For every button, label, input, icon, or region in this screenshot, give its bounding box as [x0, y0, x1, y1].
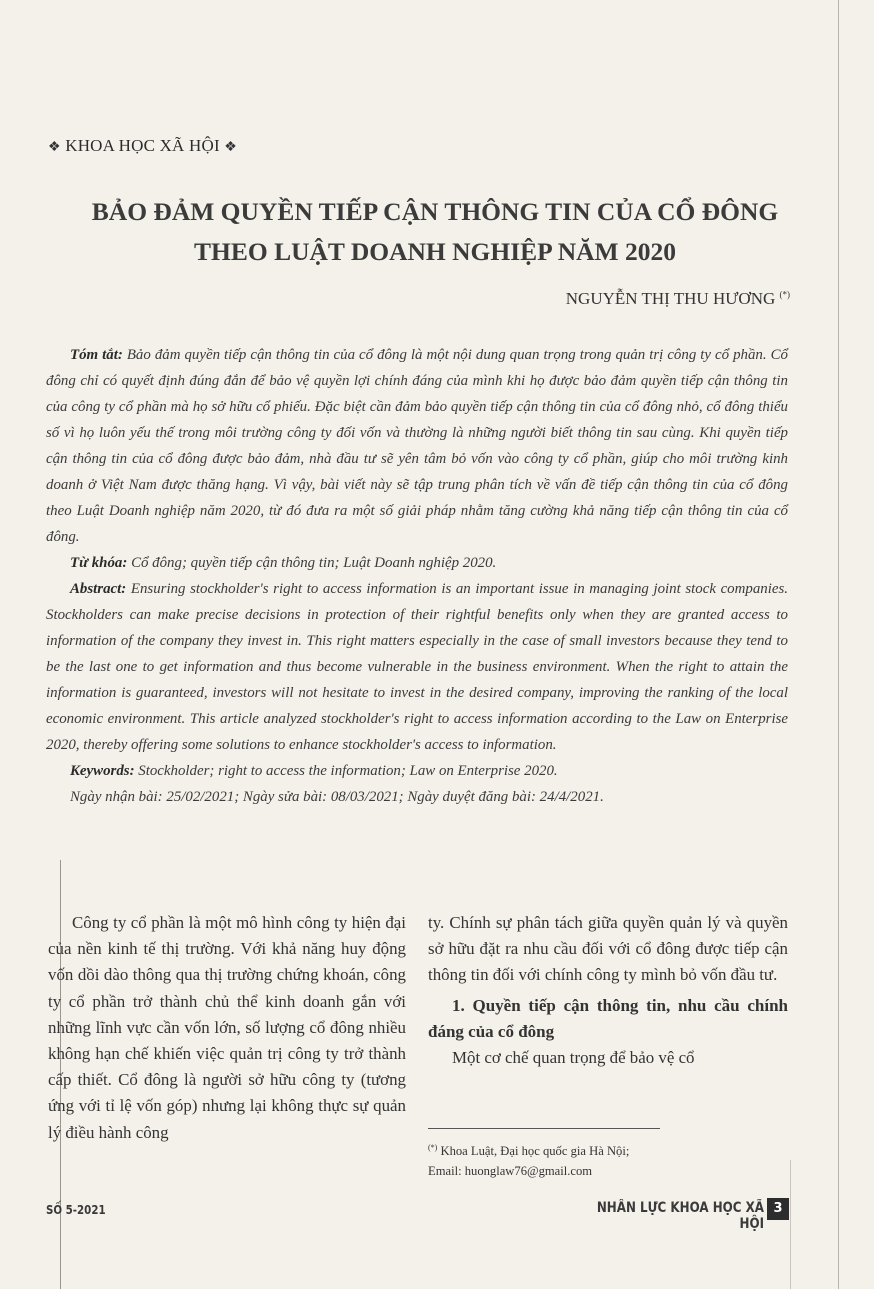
page-number: 3 [767, 1198, 789, 1220]
diamond-icon: ❖ [48, 140, 61, 155]
abstract-vi-label: Tóm tắt: [70, 347, 123, 363]
body-paragraph: ty. Chính sự phân tách giữa quyền quản lý và quyền sở hữu đặt ra nhu cầu đối với cổ đông được tiếp cận thông tin đối với chính công ty mình bỏ vốn đầu tư. [428, 913, 788, 985]
footnote [428, 1138, 788, 1181]
abstract-vi [46, 342, 788, 550]
footnote-affiliation: Khoa Luật, Đại học quốc gia Hà Nội; [440, 1144, 630, 1159]
title-line-1: BẢO ĐẢM QUYỀN TIẾP CẬN THÔNG TIN CỦA CỔ ĐÔNG [91, 197, 779, 226]
body-paragraph: Một cơ chế quan trọng để bảo vệ cổ [452, 1048, 695, 1068]
article-title [40, 192, 830, 272]
scan-edge-line-lower [790, 1160, 791, 1289]
keywords-vi-text: Cổ đông; quyền tiếp cận thông tin; Luật Doanh nghiệp 2020. [131, 555, 497, 571]
author-name: NGUYỄN THỊ THU HƯƠNG [565, 289, 776, 308]
keywords-en-text: Stockholder; right to access the information; Law on Enterprise 2020. [138, 763, 558, 779]
abstract-vi-text: Bảo đảm quyền tiếp cận thông tin của cổ đông là một nội dung quan trọng trong quản trị công ty cổ phần. Cổ đông chỉ có quyết định đúng đắn để bảo vệ quyền lợi chính đáng của mình khi họ được bảo đảm quyền tiếp cận thông tin của công ty cổ phần mà họ sở hữu cổ phiếu. Đặc biệt cần đảm bảo quyền tiếp cận thông tin của cổ đông nhỏ, cổ đông thiểu số vì họ luôn yếu thế trong môi trường công ty đối vốn và thường là những người biết thông tin sau cùng. Khi quyền tiếp cận thông tin của cổ đông được bảo đảm, nhà đầu tư sẽ yên tâm bỏ vốn vào công ty cổ phần, giúp cho môi trường kinh doanh ở Việt Nam được thăng hạng. Vì vậy, bài viết này sẽ tập trung phân tích về vấn đề tiếp cận thông tin của cổ đông theo Luật Doanh nghiệp năm 2020, từ đó đưa ra một số giải pháp nhằm tăng cường khả năng tiếp cận thông tin của cổ đông. [46, 347, 788, 545]
body-paragraph: Công ty cổ phần là một mô hình công ty hiện đại của nền kinh tế thị trường. Với khả năng huy động vốn dồi dào thông qua thị trường chứng khoán, công ty cổ phần trở thành chủ thể kinh doanh gắn với những lĩnh vực cần vốn lớn, số lượng cổ đông nhiều không hạn chế khiến việc quản trị công ty trở thành cấp thiết. Cổ đông là người sở hữu công ty (tương ứng với tỉ lệ vốn góp) nhưng lại không thực sự quản lý điều hành công [48, 913, 406, 1142]
section-label [48, 136, 237, 156]
keywords-vi-label: Từ khóa: [70, 555, 128, 571]
keywords-en-label: Keywords: [70, 763, 135, 779]
footnote-email: Email: huonglaw76@gmail.com [428, 1164, 593, 1179]
footnote-line-1 [428, 1138, 788, 1161]
section-label-text: KHOA HỌC XÃ HỘI [65, 136, 220, 155]
issue-number: SỐ 5-2021 [46, 1202, 106, 1217]
diamond-icon: ❖ [224, 140, 238, 155]
title-line-2: THEO LUẬT DOANH NGHIỆP NĂM 2020 [194, 237, 676, 266]
keywords-en [46, 758, 788, 784]
abstract-block [46, 342, 788, 810]
abstract-en-text: Ensuring stockholder's right to access information is an important issue in managing joint stock companies. Stockholders can make precise decisions in protection of their rightful benefits only when they are granted access to information of the company they invest in. This right matters especially in the case of small investors because they tend to be the last one to get information and thus become vulnerable in the business environment. When the right to attain the information is guaranteed, investors will not hesitate to invest in the desired company, improving the ranking of the local economic environment. This article analyzed stockholder's right to access information according to the Law on Enterprise 2020, thereby offering some solutions to enhance stockholder's access to information. [46, 581, 788, 753]
scan-edge-line [838, 0, 839, 1289]
footnote-rule [428, 1128, 660, 1129]
submission-dates: Ngày nhận bài: 25/02/2021; Ngày sửa bài: 08/03/2021; Ngày duyệt đăng bài: 24/4/2021. [70, 789, 604, 805]
author-footnote-mark: (*) [779, 289, 790, 300]
keywords-vi [46, 550, 788, 576]
abstract-en-label: Abstract: [70, 581, 127, 597]
author-line [0, 289, 790, 309]
journal-name: NHÂN LỰC KHOA HỌC XÃ HỘI [596, 1200, 764, 1232]
section-heading: 1. Quyền tiếp cận thông tin, nhu cầu chính đáng của cổ đông [428, 995, 788, 1041]
footnote-mark: (*) [428, 1143, 438, 1152]
body-column-right [428, 910, 788, 1071]
body-column-left [48, 910, 406, 1146]
abstract-en [46, 576, 788, 758]
